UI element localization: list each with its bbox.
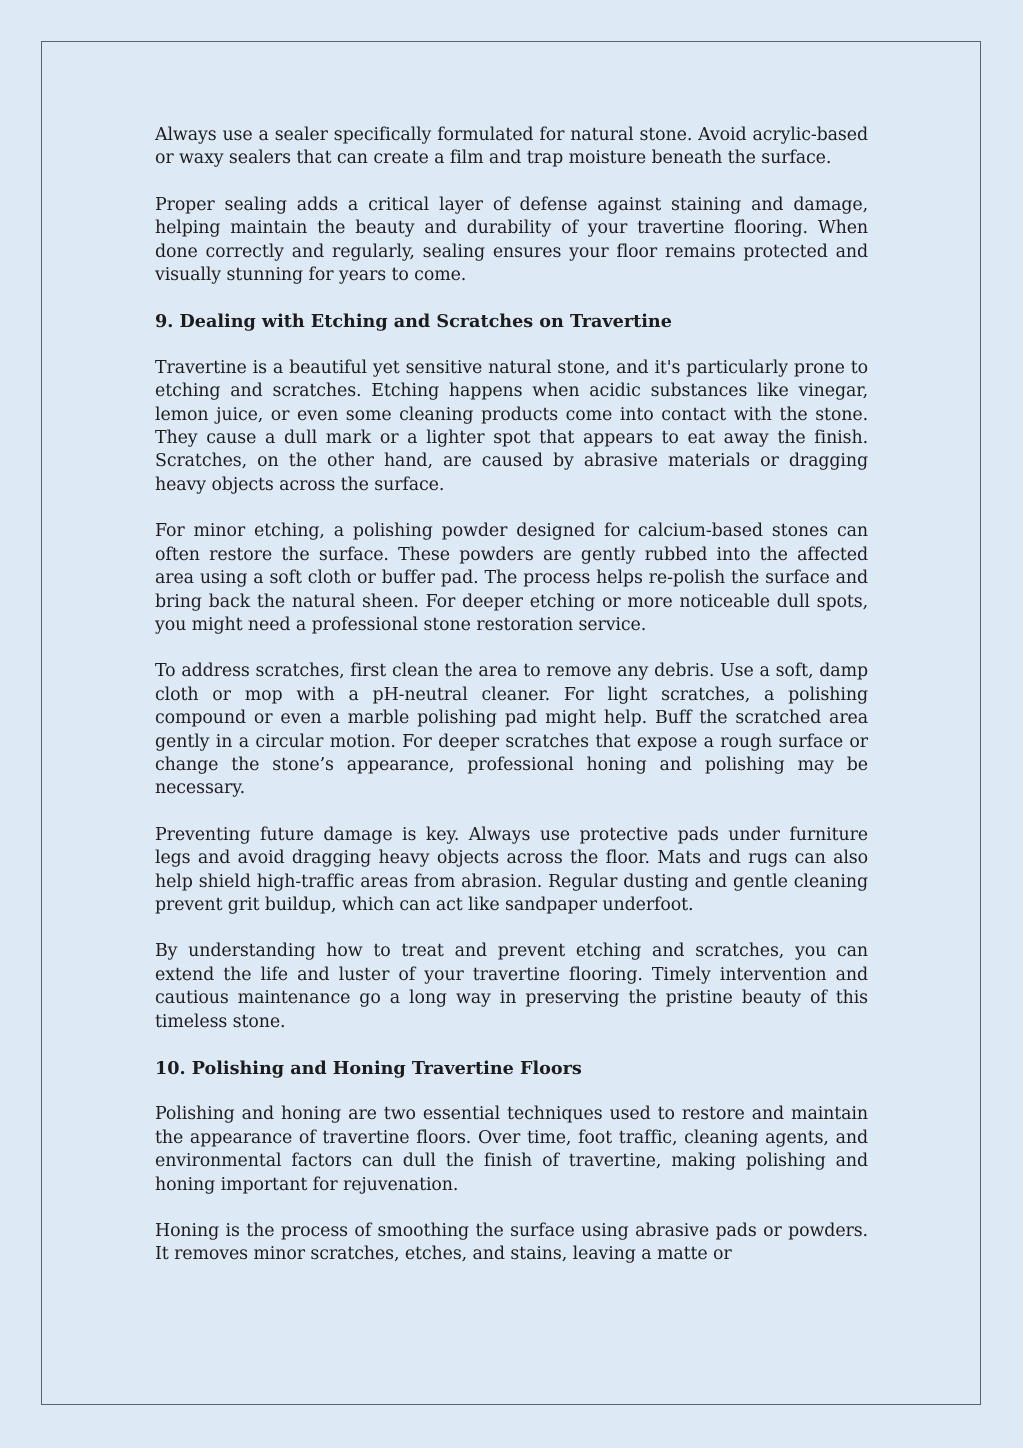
paragraph-etching-intro: Travertine is a beautiful yet sensitive natural stone, and it's particularly prone to etching and scratches. Etching happens when acidic substances like vinegar, lemon juice, or even some cleaning products come into contact with the stone. They cause a dull mark or a lighter spot that appears to eat away the finish. Scratches, on the other hand, are caused by abrasive materials or dragging heavy objects across the surface. <box>155 357 868 495</box>
section-9-heading: 9. Dealing with Etching and Scratches on Travertine <box>155 311 672 333</box>
paragraph-prevent-damage: Preventing future damage is key. Always use protective pads under furniture legs and avoid dragging heavy objects across the floor. Mats and rugs can also help shield high-traffic areas from abrasion. Regular dusting and gentle cleaning prevent grit buildup, which can act like sandpaper underfoot. <box>155 824 868 915</box>
section-10-heading: 10. Polishing and Honing Travertine Floors <box>155 1058 582 1079</box>
document-body <box>155 124 868 1290</box>
paragraph-minor-etching: For minor etching, a polishing powder designed for calcium-based stones can often restore the surface. These powders are gently rubbed into the affected area using a soft cloth or buffer pad. The process helps re-polish the surface and bring back the natural sheen. For deeper etching or more noticeable dull spots, you might need a professional stone restoration service. <box>155 521 868 635</box>
paragraph-etching-conclusion: By understanding how to treat and prevent etching and scratches, you can extend the life and luster of your travertine flooring. Timely intervention and cautious maintenance go a long way in preserving the pristine beauty of this timeless stone. <box>155 941 868 1032</box>
paragraph-sealing-benefits: Proper sealing adds a critical layer of defense against staining and damage, helping maintain the beauty and durability of your travertine flooring. When done correctly and regularly, sealing ensures your floor remains protected and visually stunning for years to come. <box>155 194 868 286</box>
paragraph-honing-process: Honing is the process of smoothing the surface using abrasive pads or powders. It removes minor scratches, etches, and stains, leaving a matte or <box>155 1221 868 1265</box>
paragraph-address-scratches: To address scratches, first clean the area to remove any debris. Use a soft, damp cloth or mop with a pH-neutral cleaner. For light scratches, a polishing compound or even a marble polishing pad might help. Buff the scratched area gently in a circular motion. For deeper scratches that expose a rough surface or change the stone’s appearance, professional honing and polishing may be necessary. <box>155 661 868 799</box>
paragraph-sealer-type: Always use a sealer specifically formulated for natural stone. Avoid acrylic-based or waxy sealers that can create a film and trap moisture beneath the surface. <box>155 125 868 169</box>
paragraph-polishing-intro: Polishing and honing are two essential techniques used to restore and maintain the appearance of travertine floors. Over time, foot traffic, cleaning agents, and environmental factors can dull the finish of travertine, making polishing and honing important for rejuvenation. <box>155 1104 868 1195</box>
